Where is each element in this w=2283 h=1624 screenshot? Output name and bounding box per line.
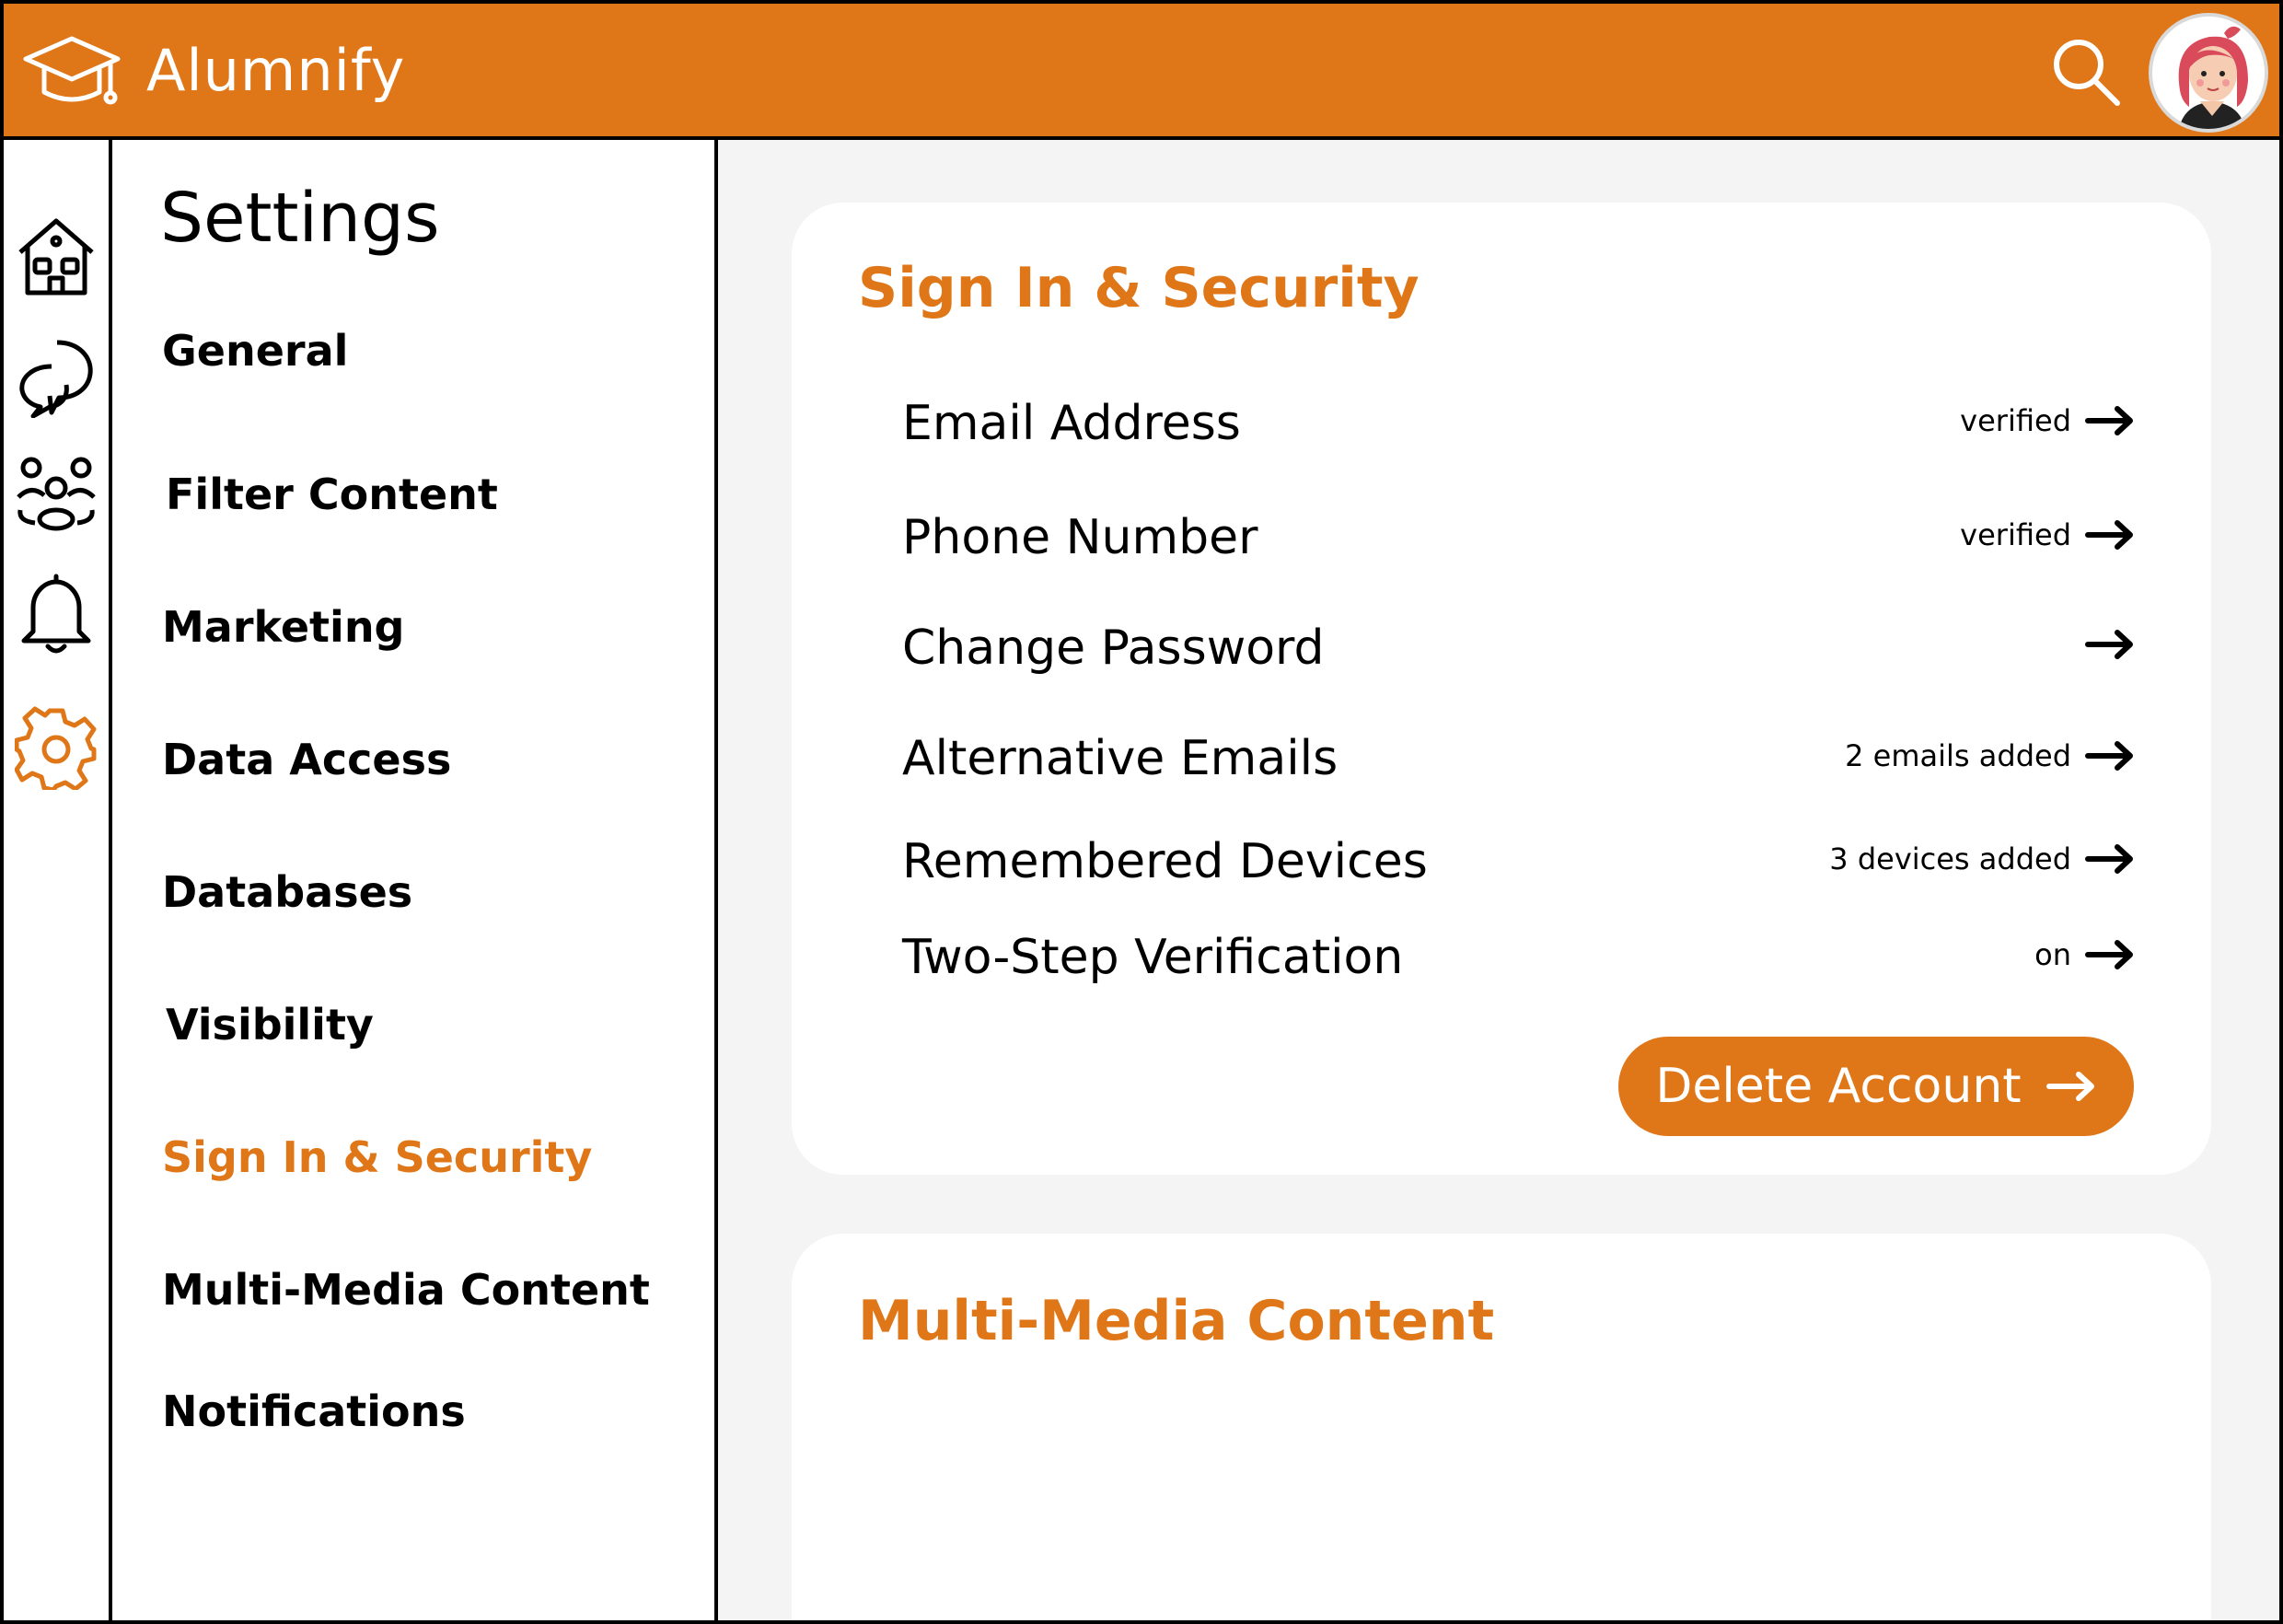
user-avatar-icon — [2152, 17, 2268, 133]
row-label: Email Address — [902, 396, 1241, 451]
nav-item-general[interactable]: General — [162, 326, 349, 376]
arrow-right-icon — [2084, 739, 2136, 772]
graduation-cap-icon — [22, 31, 125, 110]
gear-icon[interactable] — [15, 705, 98, 790]
nav-item-notifications[interactable]: Notifications — [162, 1386, 466, 1436]
row-right — [1845, 738, 2136, 773]
status-text: verified — [1960, 403, 2071, 438]
settings-title: Settings — [160, 179, 440, 258]
row-right — [1960, 517, 2136, 552]
row-label: Remembered Devices — [902, 834, 1428, 889]
nav-item-data-access[interactable]: Data Access — [162, 735, 452, 784]
nav-item-marketing[interactable]: Marketing — [162, 602, 405, 652]
arrow-right-icon — [2084, 404, 2136, 437]
delete-account-button[interactable] — [1618, 1037, 2134, 1136]
status-text: on — [2034, 937, 2071, 972]
nav-item-multi-media-content[interactable]: Multi-Media Content — [162, 1265, 650, 1315]
row-label: Phone Number — [902, 510, 1258, 565]
settings-nav — [112, 140, 718, 1624]
row-label: Alternative Emails — [902, 731, 1339, 786]
search-icon[interactable] — [2049, 35, 2123, 109]
avatar[interactable] — [2149, 13, 2268, 133]
row-right — [2034, 937, 2136, 972]
arrow-right-icon — [2045, 1070, 2097, 1103]
delete-account-label: Delete Account — [1655, 1059, 2022, 1114]
chat-icon[interactable] — [15, 333, 98, 418]
row-phone-number[interactable] — [902, 499, 2136, 573]
people-icon[interactable] — [15, 449, 98, 534]
row-remembered-devices[interactable] — [902, 823, 2136, 897]
arrow-right-icon — [2084, 628, 2136, 661]
row-label: Two-Step Verification — [902, 930, 1404, 985]
status-text: 3 devices added — [1829, 841, 2071, 876]
home-icon[interactable] — [15, 214, 98, 298]
nav-item-filter-content[interactable]: Filter Content — [166, 470, 498, 519]
row-two-step-verification[interactable] — [902, 919, 2136, 992]
icon-rail — [4, 140, 112, 1624]
row-right — [1960, 403, 2136, 438]
row-change-password[interactable] — [902, 609, 2136, 683]
nav-item-sign-in-security[interactable]: Sign In & Security — [162, 1132, 593, 1182]
nav-item-databases[interactable]: Databases — [162, 867, 413, 917]
arrow-right-icon — [2084, 842, 2136, 876]
row-right — [2071, 628, 2136, 661]
row-label: Change Password — [902, 621, 1325, 676]
status-text: 2 emails added — [1845, 738, 2071, 773]
status-text: verified — [1960, 517, 2071, 552]
row-alternative-emails[interactable] — [902, 720, 2136, 794]
bell-icon[interactable] — [15, 571, 98, 655]
row-right — [1829, 841, 2136, 876]
security-title: Sign In & Security — [858, 256, 1420, 320]
row-email-address[interactable] — [902, 385, 2136, 458]
top-bar — [4, 4, 2279, 140]
app-name: Alumnify — [146, 37, 406, 104]
multimedia-title: Multi-Media Content — [858, 1289, 1495, 1353]
security-card — [792, 203, 2211, 1175]
arrow-right-icon — [2084, 518, 2136, 551]
nav-item-visibility[interactable]: Visibility — [166, 1000, 374, 1050]
content-area — [718, 140, 2283, 1624]
arrow-right-icon — [2084, 938, 2136, 971]
multimedia-card — [792, 1234, 2211, 1624]
